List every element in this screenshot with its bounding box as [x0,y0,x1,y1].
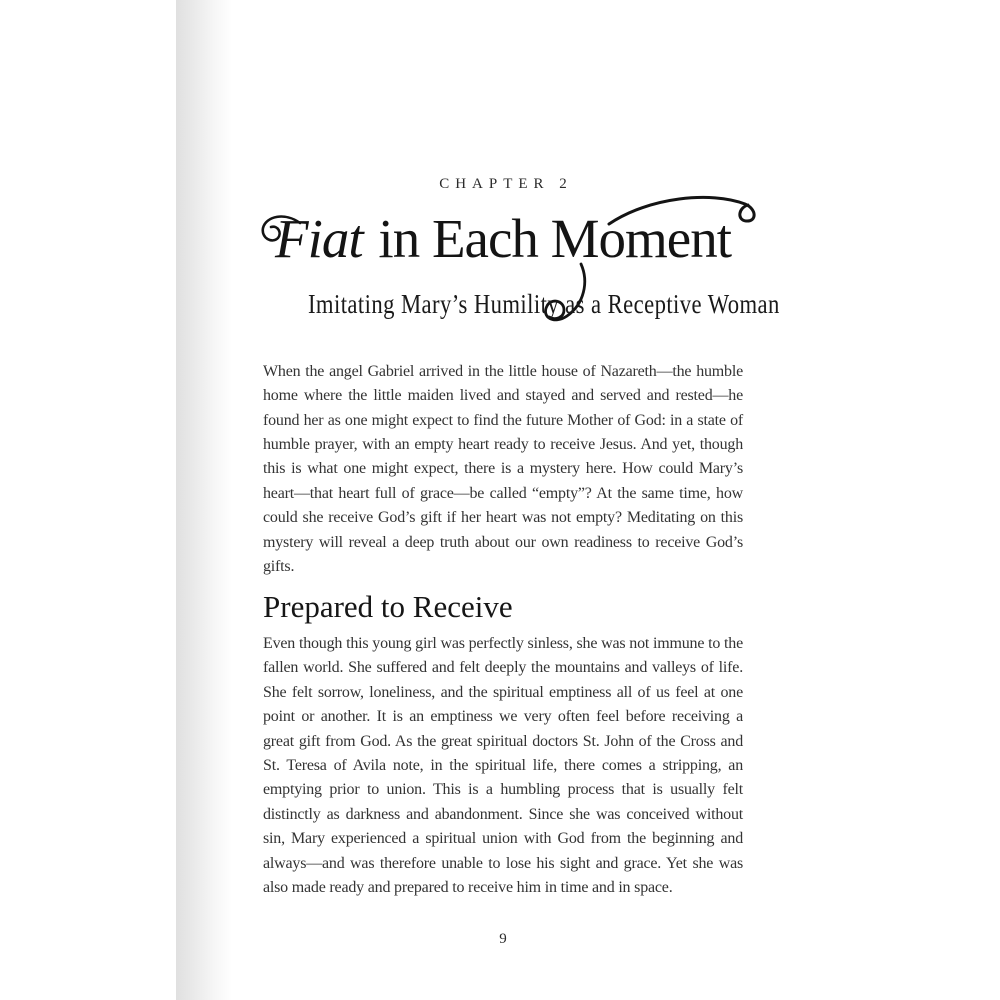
chapter-title [263,206,743,272]
chapter-label: CHAPTER 2 [439,176,573,192]
chapter-title-fiat: Fiat [275,208,363,269]
chapter-subtitle-text: Imitating Mary’s Humility as a Receptive Woman [307,289,780,319]
paragraph-2: Even though this young girl was perfectly sinless, she was not immune to the fallen world. She suffered and felt deeply the mountains and valleys of life. She felt sorrow, loneliness, and the spiritual emptiness all of us feel at one point or another. It is an emptiness we very often feel before receiving a great gift from God. As the great spiritual doctors St. John of the Cross and St. Teresa of Avila note, in the spiritual life, there comes a stripping, an emptying prior to union. This is a humbling process that is usually felt distinctly as darkness and abandonment. Since she was conceived without sin, Mary experienced a spiritual union with God from the beginning and always—and was therefore unable to lose his sight and grace. Yet she was also made ready and prepared to receive him in time and in space. [263,634,743,896]
page-number: 9 [499,931,507,947]
chapter-subtitle [263,289,780,320]
page-edge-shadow [176,0,232,1000]
page-content-column [263,0,780,1000]
chapter-title-rest: in Each Moment [378,208,731,269]
paragraph-1: When the angel Gabriel arrived in the little house of Nazareth—the humble home where the little maiden lived and stayed and served and rested—he found her as one might expect to find the future Mother of God: in a state of humble prayer, with an empty heart ready to receive Jesus. And yet, though this is what one might expect, there is a mystery here. How could Mary’s heart—that heart full of grace—be called “empty”? At the same time, how could she receive God’s gift if her heart was not empty? Meditating on this mystery will reveal a deep truth about our own readiness to receive God’s gifts. [263,362,743,575]
section-heading: Prepared to Receive [263,589,513,625]
